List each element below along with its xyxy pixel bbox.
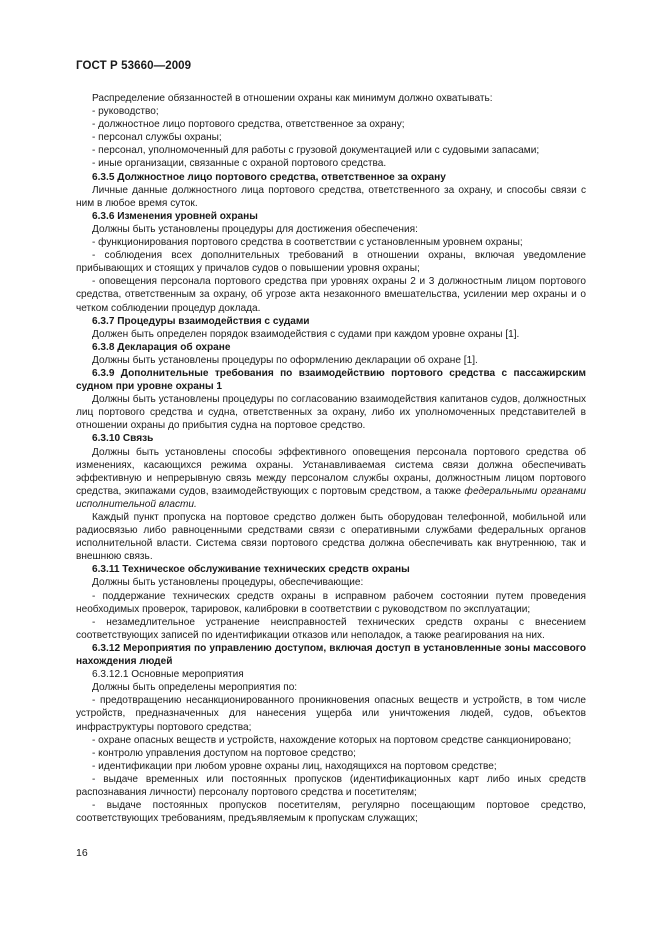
document-body xyxy=(76,92,586,825)
list-item: - соблюдения всех дополнительных требований в отношении охраны, включая уведомление прибывающих и стоящих у причалов судов о повышении уровня охраны; xyxy=(76,250,586,275)
list-item: - контролю управления доступом на портовое средство; xyxy=(92,747,356,759)
paragraph: Должны быть установлены процедуры по согласованию взаимодействия капитанов судов, должностных лиц портового средства и судна, ответственных за охрану, либо их уполномоченных представителей в отношении охраны до прибытия судна на портовое средство. xyxy=(76,394,586,432)
list-item: - выдаче временных или постоянных пропусков (идентификационных карт либо иных средств распознавания личности) персоналу портового средства и посетителям; xyxy=(76,773,586,798)
list-item: - функционирования портового средства в соответствии с установленным уровнем охраны; xyxy=(92,237,523,249)
paragraph-text: Должны быть установлены способы эффективного оповещения персонала портового средства об изменениях, касающихся режима охраны. Устанавливаемая система связи должна обеспечивать эффективную и непрерывную связь между персоналом службы охраны, должностным лицом портового средства, экипажами судов, взаимодействующих с портовым средством, а также xyxy=(76,446,586,497)
section-heading: 6.3.12 Мероприятия по управлению доступом, включая доступ в установленные зоны массового нахождения людей xyxy=(76,642,586,668)
section-heading: 6.3.10 Связь xyxy=(92,433,154,445)
subsection-heading: 6.3.12.1 Основные мероприятия xyxy=(92,669,244,681)
list-item: - персонал, уполномоченный для работы с грузовой документацией или с судовыми запасами; xyxy=(92,145,540,157)
document-header: ГОСТ Р 53660—2009 xyxy=(76,60,192,72)
section-heading: 6.3.7 Процедуры взаимодействия с судами xyxy=(92,315,310,327)
section-heading: 6.3.8 Декларация об охране xyxy=(92,341,231,353)
list-item: - идентификации при любом уровне охраны лиц, находящихся на портовом средстве; xyxy=(92,760,497,772)
list-item: - предотвращению несанкционированного проникновения опасных веществ и устройств, в том числе устройств, предназначенных для нанесения ущерба или уничтожения людей, судов, объектов инфраструктуры портового средства; xyxy=(76,695,586,733)
paragraph: Должны быть установлены процедуры для достижения обеспечения: xyxy=(92,223,418,235)
list-item: - незамедлительное устранение неисправностей технических средств охраны с внесением соответствующих записей по идентификации отказов или неполадок, а также реагирования на них. xyxy=(76,616,586,641)
list-item: - выдаче постоянных пропусков посетителям, регулярно посещающим портовое средство, соответствующих требованиям, предъявляемым к пропускам служащих; xyxy=(76,800,586,825)
list-item: - оповещения персонала портового средства при уровнях охраны 2 и 3 должностным лицом портового средства, ответственным за охрану, об угрозе акта незаконного вмешательства, усилении мер охраны и о четком соблюдении процедур доклада. xyxy=(76,276,586,314)
paragraph: Личные данные должностного лица портового средства, ответственного за охрану, и способы связи с ним в любое время суток. xyxy=(76,184,586,209)
paragraph: Должен быть определен порядок взаимодействия с судами при каждом уровне охраны [1]. xyxy=(92,328,520,340)
section-heading: 6.3.6 Изменения уровней охраны xyxy=(92,210,258,222)
page-number: 16 xyxy=(76,847,88,859)
list-item: - персонал службы охраны; xyxy=(92,132,222,144)
paragraph xyxy=(76,446,586,511)
paragraph: Должны быть установлены процедуры по оформлению декларации об охране [1]. xyxy=(92,354,478,366)
section-heading: 6.3.11 Техническое обслуживание технических средств охраны xyxy=(92,564,410,576)
paragraph: Должны быть определены мероприятия по: xyxy=(92,682,298,694)
list-item: - поддержание технических средств охраны в исправном рабочем состоянии путем проведения необходимых проверок, тарировок, калибровки в соответствии с руководством по эксплуатации; xyxy=(76,590,586,615)
list-item: - охране опасных веществ и устройств, нахождение которых на портовом средстве санкционировано; xyxy=(92,734,572,746)
paragraph: Должны быть установлены процедуры, обеспечивающие: xyxy=(92,577,364,589)
section-heading: 6.3.5 Должностное лицо портового средства, ответственное за охрану xyxy=(92,171,446,183)
paragraph: Каждый пункт пропуска на портовое средство должен быть оборудован телефонной, мобильной или радиосвязью либо равноценными средствами связи с оперативными службами федеральных органов исполнительной власти. Система связи портового средства должна обеспечивать как внутреннюю, так и внешнюю связь. xyxy=(76,512,586,563)
paragraph: Распределение обязанностей в отношении охраны как минимум должно охватывать: xyxy=(92,93,493,104)
list-item: - иные организации, связанные с охраной портового средства. xyxy=(92,158,387,170)
list-item: - должностное лицо портового средства, ответственное за охрану; xyxy=(92,119,405,131)
list-item: - руководство; xyxy=(92,106,159,118)
section-heading: 6.3.9 Дополнительные требования по взаимодействию портового средства с пассажирским судном при уровне охраны 1 xyxy=(76,367,586,393)
italic-term: федеральными органами исполнительной власти. xyxy=(76,485,586,510)
